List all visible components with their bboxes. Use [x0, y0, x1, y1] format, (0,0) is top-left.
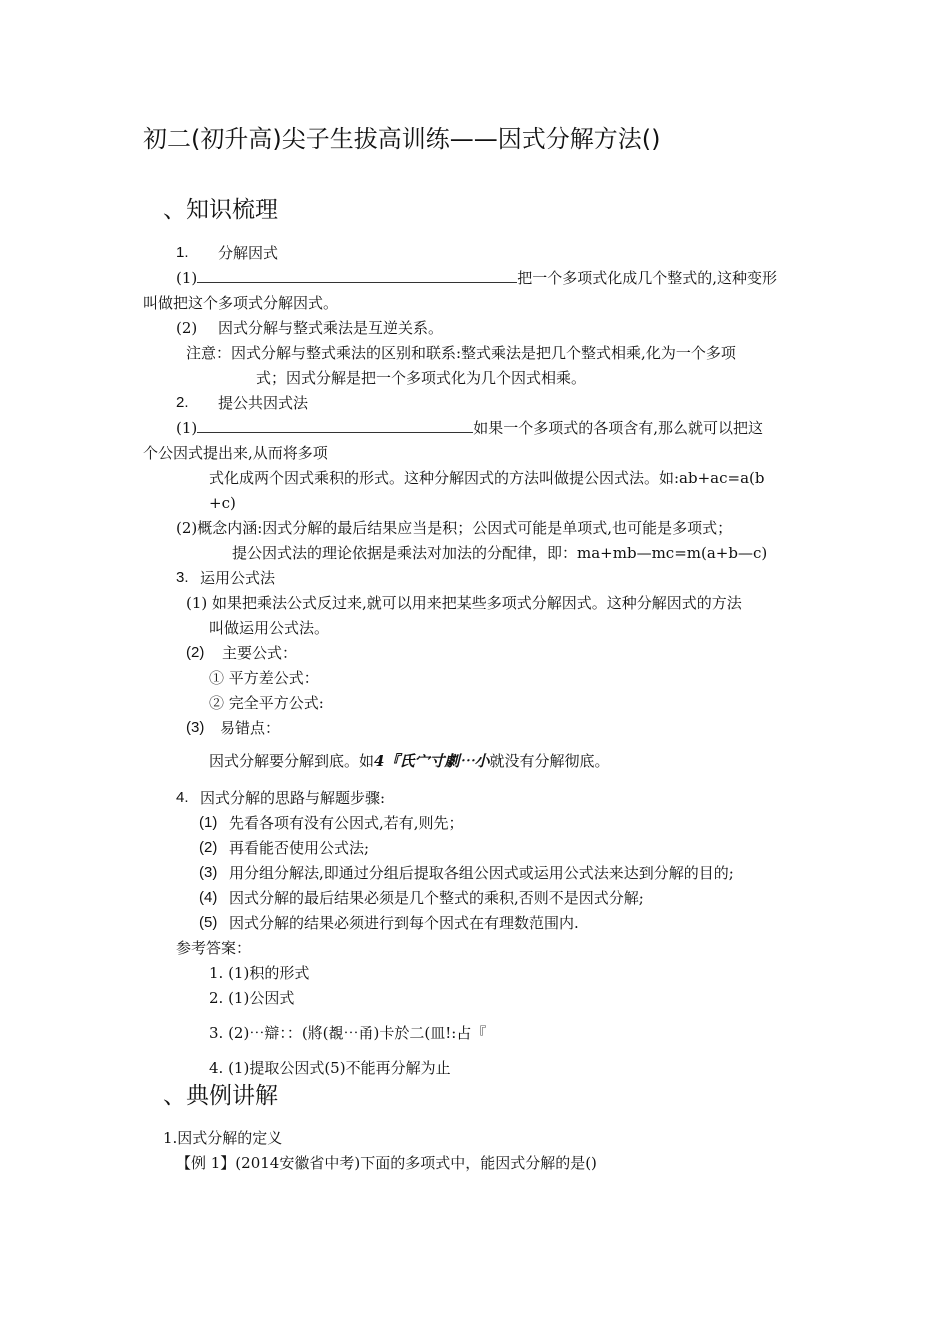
item4-label: 因式分解的思路与解题步骤:	[200, 789, 386, 807]
step-number: (1)	[199, 814, 218, 831]
item2-p1-cont3: +c)	[209, 494, 236, 512]
answer-3: 3. (2)⋯辯：：(將(覩⋯甬)卡於二(皿!:占『	[209, 1024, 487, 1042]
item3-p2-prefix: (2)	[186, 644, 205, 661]
step-text: 先看各项有没有公因式,若有,则先；	[229, 814, 464, 832]
answer-2: 2. (1)公因式	[209, 989, 295, 1007]
item1-label: 分解因式	[218, 244, 279, 262]
section-heading-examples: 、典例讲解	[163, 1083, 278, 1109]
item2-p1-cont2: 式化成两个因式乘积的形式。这种分解因式的方法叫做提公因式法。如:ab+ac=a(b	[209, 469, 765, 487]
item3-label: 运用公式法	[200, 569, 276, 587]
item3-p1: (1) 如果把乘法公式反过来,就可以用来把某些多项式分解因式。这种分解因式的方法	[186, 594, 742, 612]
formula-difference-of-squares: ① 平方差公式：	[209, 669, 319, 687]
step-number: (5)	[199, 914, 218, 931]
step-text: 因式分解的结果必须进行到每个因式在有理数范围内.	[229, 914, 579, 932]
item2-label: 提公共因式法	[218, 394, 309, 412]
fill-blank-line	[197, 268, 517, 283]
item4-number: 4.	[176, 789, 189, 806]
item2-p1-cont: 个公因式提出来,从而将多项	[143, 444, 328, 462]
answer-1: 1. (1)积的形式	[209, 964, 310, 982]
item1-p1-text: 把一个多项式化成几个整式的,这种变形	[517, 269, 778, 287]
subsection-definition: 1.因式分解的定义	[163, 1129, 283, 1147]
section-heading-knowledge: 、知识梳理	[163, 197, 278, 223]
item1-p2-prefix: (2)	[176, 319, 198, 337]
item3-number: 3.	[176, 569, 189, 586]
item3-p2-text: 主要公式：	[222, 644, 298, 662]
item1-p1-cont: 叫做把这个多项式分解因式。	[143, 294, 339, 312]
answer-4: 4. (1)提取公因式(5)不能再分解为止	[209, 1059, 451, 1077]
mistake-pre: 因式分解要分解到底。如	[209, 752, 375, 770]
item1-note-line2: 式；因式分解是把一个多项式化为几个因式相乘。	[256, 369, 587, 387]
page-title: 初二(初升高)尖子生拔高训练——因式分解方法()	[143, 125, 661, 153]
formula-perfect-square: ② 完全平方公式:	[209, 694, 324, 712]
fill-blank-line	[197, 418, 473, 433]
item3-p3-text: 易错点：	[220, 719, 281, 737]
item2-p2: (2)概念内涵:因式分解的最后结果应当是积；公因式可能是单项式,也可能是多项式；	[176, 519, 733, 537]
item1-p2-text: 因式分解与整式乘法是互逆关系。	[218, 319, 444, 337]
item2-number: 2.	[176, 394, 189, 411]
item2-p1-text: 如果一个多项式的各项含有,那么就可以把这	[473, 419, 764, 437]
item2-p1	[176, 418, 763, 438]
mistake-post: 就没有分解彻底。	[489, 752, 610, 770]
item2-p2-cont: 提公因式法的理论依据是乘法对加法的分配律，即：ma+mb—mc=m(a+b—c)	[232, 544, 768, 562]
item3-p3-prefix: (3)	[186, 719, 205, 736]
item3-mistake	[209, 751, 609, 771]
item1-note-line1: 注意：因式分解与整式乘法的区别和联系:整式乘法是把几个整式相乘,化为一个多项	[186, 344, 736, 362]
item3-p1-cont: 叫做运用公式法。	[209, 619, 330, 637]
item2-p1-prefix: (1)	[176, 419, 198, 437]
step-text: 再看能否使用公式法;	[229, 839, 370, 857]
step-number: (3)	[199, 864, 218, 881]
step-text: 用分组分解法,即通过分组后提取各组公因式或运用公式法来达到分解的目的;	[229, 864, 734, 882]
item1-p1-prefix: (1)	[176, 269, 198, 287]
example-1: 【例 1】(2014安徽省中考)下面的多项式中，能因式分解的是()	[176, 1154, 597, 1172]
answers-label: 参考答案：	[176, 939, 252, 957]
step-number: (4)	[199, 889, 218, 906]
item1-number: 1.	[176, 244, 189, 261]
item1-p1	[176, 268, 777, 288]
mistake-garbled-formula: 4『氏宀寸劇⋯小	[374, 752, 490, 770]
step-number: (2)	[199, 839, 218, 856]
step-text: 因式分解的最后结果必须是几个整式的乘积,否则不是因式分解;	[229, 889, 644, 907]
